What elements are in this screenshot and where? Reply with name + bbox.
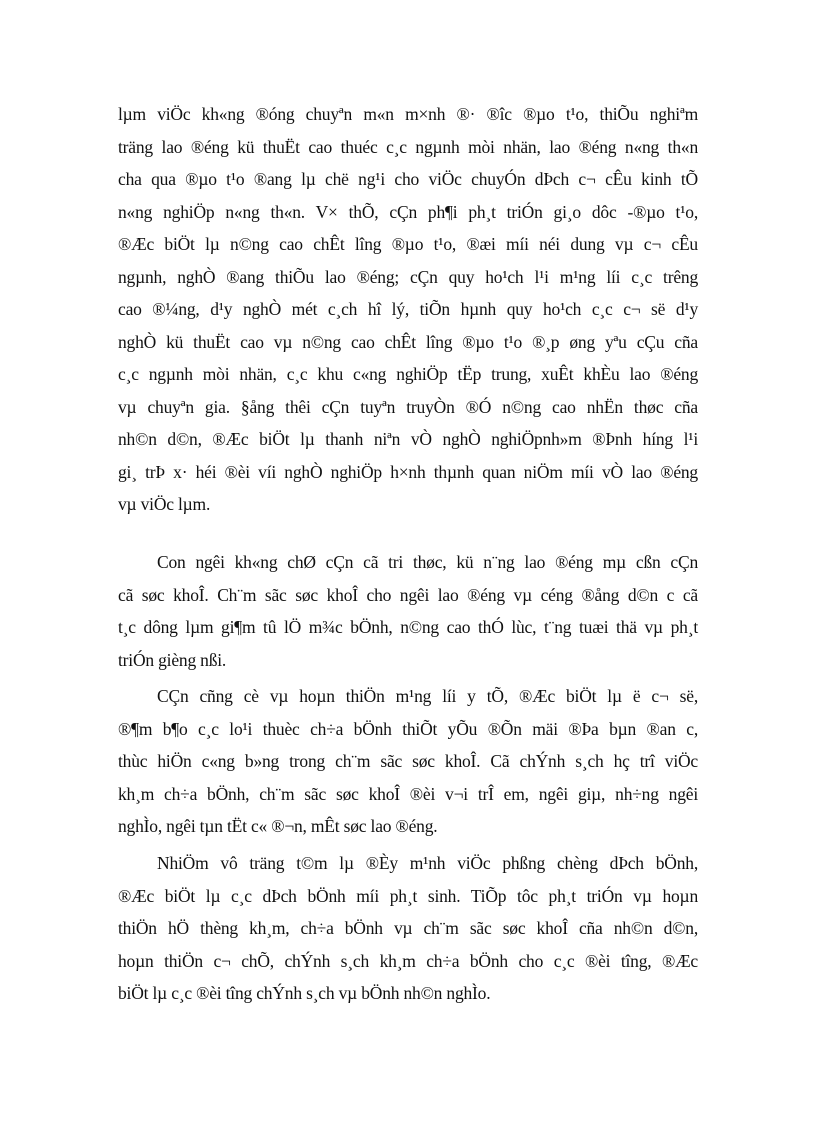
text-line: cã søc khoÎ. Ch¨m sãc søc khoÎ cho ngêi lao ®éng vµ céng ®ång d©n c cã	[118, 584, 698, 605]
text-line: vµ viÖc lµm.	[118, 494, 211, 514]
text-line: ngµnh, nghÒ ®ang thiÕu lao ®éng; cÇn quy ho¹ch l¹i m¹ng líi c¸c trêng	[118, 266, 698, 287]
text-line: thùc hiÖn c«ng b»ng trong ch¨m sãc søc khoÎ. Cã chÝnh s¸ch hç trî viÖc	[118, 751, 698, 771]
text-line: n«ng nghiÖp n«ng th«n. V× thÕ, cÇn ph¶i ph¸t triÓn gi¸o dôc -®µo t¹o,	[118, 201, 698, 222]
paragraph-1	[118, 98, 698, 521]
text-line: träng lao ®éng kü thuËt cao thuéc c¸c ngµnh mòi nhän, lao ®éng n«ng th«n	[118, 136, 698, 157]
text-line: hoµn thiÖn c¬ chÕ, chÝnh s¸ch kh¸m ch÷a bÖnh cho c¸c ®èi tîng, ®Æc	[118, 950, 698, 971]
text-line: c¸c ngµnh mòi nhän, c¸c khu c«ng nghiÖp tËp trung, xuÊt khÈu lao ®éng	[118, 364, 698, 384]
paragraph-4	[118, 847, 698, 1010]
text-line: cao ®¼ng, d¹y nghÒ mét c¸ch hî lý, tiÕn hµnh quy ho¹ch c¸c c¬ së d¹y	[118, 299, 698, 319]
text-line: biÖt lµ c¸c ®èi tîng chÝnh s¸ch vµ bÖnh nh©n nghÌo.	[118, 983, 491, 1003]
text-line: Con ngêi kh«ng chØ cÇn cã tri thøc, kü n¨ng lao ®éng mµ cßn cÇn	[157, 552, 698, 572]
text-line: ®Æc biÖt lµ c¸c dÞch bÖnh míi ph¸t sinh. TiÕp tôc ph¸t triÓn vµ hoµn	[118, 885, 698, 906]
text-line: nghÌo, ngêi tµn tËt c« ®¬n, mÊt søc lao ®éng.	[118, 816, 438, 836]
text-line: thiÖn hÖ thèng kh¸m, ch÷a bÖnh vµ ch¨m sãc søc khoÎ cña nh©n d©n,	[118, 918, 698, 938]
text-line: ®Æc biÖt lµ n©ng cao chÊt lîng ®µo t¹o, ®æi míi néi dung vµ c¬ cÊu	[118, 234, 698, 254]
text-line: CÇn cñng cè vµ hoµn thiÖn m¹ng líi y tÕ, ®Æc biÖt lµ ë c¬ së,	[157, 686, 698, 706]
text-line: vµ chuyªn gia. §ång thêi cÇn tuyªn truyÒn ®Ó n©ng cao nhËn thøc cña	[118, 396, 698, 417]
text-line: ®¶m b¶o c¸c lo¹i thuèc ch÷a bÖnh thiÕt yÕu ®Õn mäi ®Þa bµn ®an c,	[118, 718, 698, 739]
text-line: lµm viÖc kh«ng ®óng chuyªn m«n m×nh ®· ®îc ®µo t¹o, thiÕu nghiªm	[118, 104, 698, 124]
text-line: t¸c dông lµm gi¶m tû lÖ m¾c bÖnh, n©ng cao thÓ lùc, t¨ng tuæi thä vµ ph¸t	[118, 617, 698, 637]
text-line: kh¸m ch÷a bÖnh, ch¨m sãc søc khoÎ ®èi v¬i trÎ em, ngêi giµ, nh÷ng ngêi	[118, 783, 698, 804]
text-line: nghÒ kü thuËt cao vµ n©ng cao chÊt lîng ®µo t¹o ®¸p øng yªu cÇu cña	[118, 331, 698, 352]
text-line: gi¸ trÞ x· héi ®èi víi nghÒ nghiÖp h×nh thµnh quan niÖm míi vÒ lao ®éng	[118, 461, 698, 482]
text-line: NhiÖm vô träng t©m lµ ®Èy m¹nh viÖc phßng chèng dÞch bÖnh,	[157, 853, 698, 873]
paragraph-2	[118, 546, 698, 676]
text-line: triÓn gièng nßi.	[118, 649, 227, 670]
text-line: nh©n d©n, ®Æc biÖt lµ thanh niªn vÒ nghÒ nghiÖpnh»m ®Þnh híng l¹i	[118, 429, 698, 449]
paragraph-3	[118, 680, 698, 843]
text-line: cha qua ®µo t¹o ®ang lµ chë ng¹i cho viÖc chuyÓn dÞch c¬ cÊu kinh tÕ	[118, 169, 698, 189]
